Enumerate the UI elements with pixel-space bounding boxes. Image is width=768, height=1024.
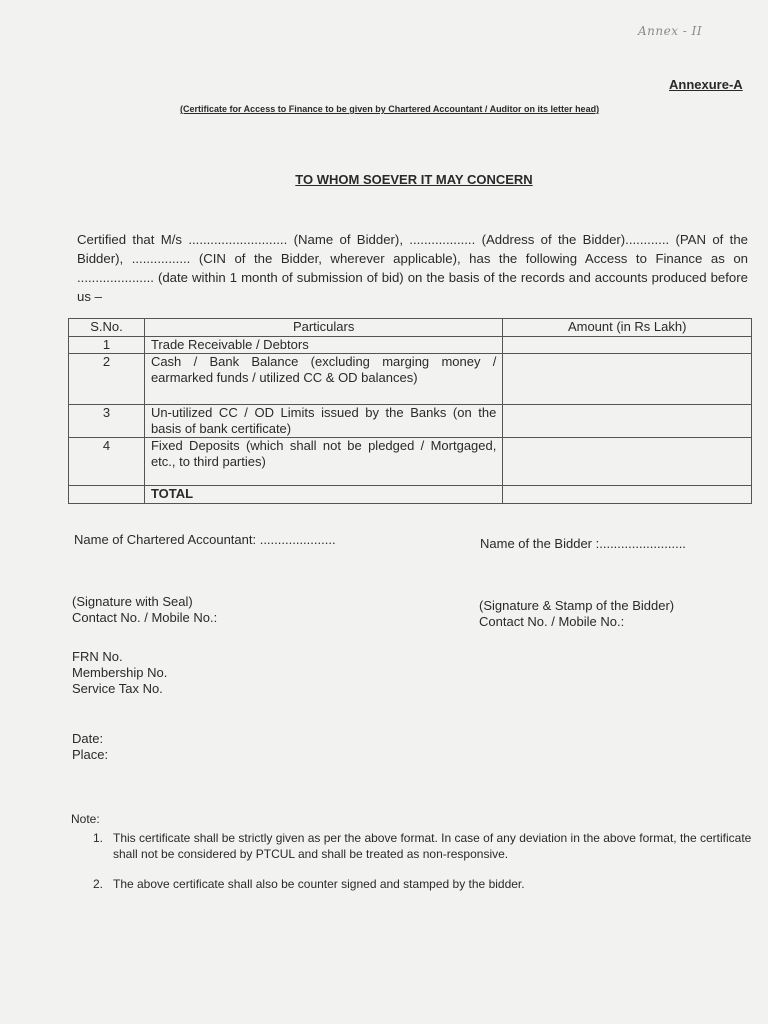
list-item (93, 876, 754, 892)
document-heading: TO WHOM SOEVER IT MAY CONCERN (295, 172, 533, 187)
row-amount (503, 354, 752, 405)
membership-label: Membership No. (72, 665, 168, 680)
notes-list (93, 830, 754, 906)
total-sno-cell (69, 486, 145, 504)
note-number: 1. (93, 831, 104, 845)
header-sno: S.No. (69, 319, 145, 337)
date-place-block (72, 731, 108, 763)
certificate-subtitle: (Certificate for Access to Finance to be given by Chartered Accountant / Auditor on its letter head) (180, 104, 600, 114)
ca-signature-label: (Signature with Seal) (72, 594, 193, 609)
row-sno: 1 (69, 337, 145, 354)
row-sno: 2 (69, 354, 145, 405)
row-amount (503, 337, 752, 354)
row-amount (503, 405, 752, 438)
table-row (69, 405, 752, 438)
row-particulars: Trade Receivable / Debtors (144, 337, 502, 354)
table-row (69, 354, 752, 405)
row-particulars: Cash / Bank Balance (excluding marging money / earmarked funds / utilized CC & OD balances) (144, 354, 502, 405)
table-row (69, 337, 752, 354)
bidder-name: Name of the Bidder :........................ (480, 536, 686, 551)
date-label: Date: (72, 731, 104, 746)
annexure-title: Annexure-A (669, 77, 743, 92)
frn-label: FRN No. (72, 649, 123, 664)
access-to-finance-table (68, 318, 752, 504)
row-particulars: Un-utilized CC / OD Limits issued by the Banks (on the basis of bank certificate) (144, 405, 502, 438)
total-amount (503, 486, 752, 504)
bidder-signature-block (479, 598, 674, 630)
ca-registration-block (72, 649, 167, 697)
ca-signature-block (72, 594, 217, 626)
header-amount: Amount (in Rs Lakh) (503, 319, 752, 337)
note-text: The above certificate shall also be counter signed and stamped by the bidder. (113, 877, 525, 891)
row-sno: 4 (69, 438, 145, 486)
bidder-contact-label: Contact No. / Mobile No.: (479, 614, 625, 629)
handwritten-annex-note: Annex - II (638, 24, 703, 38)
row-amount (503, 438, 752, 486)
place-label: Place: (72, 747, 109, 762)
row-particulars: Fixed Deposits (which shall not be pledged / Mortgaged, etc., to third parties) (144, 438, 502, 486)
note-title: Note: (71, 812, 100, 826)
chartered-accountant-name: Name of Chartered Accountant: ..................... (74, 532, 336, 547)
table-total-row (69, 486, 752, 504)
table-row (69, 438, 752, 486)
table-header-row (69, 319, 752, 337)
note-number: 2. (93, 877, 104, 891)
note-text: This certificate shall be strictly given as per the above format. In case of any deviation in the above format, the certificate shall not be considered by PTCUL and shall be treated as non-responsive. (113, 831, 752, 861)
ca-contact-label: Contact No. / Mobile No.: (72, 610, 218, 625)
header-particulars: Particulars (144, 319, 502, 337)
row-sno: 3 (69, 405, 145, 438)
total-label: TOTAL (144, 486, 502, 504)
list-item (93, 830, 754, 862)
bidder-signature-label: (Signature & Stamp of the Bidder) (479, 598, 675, 613)
service-tax-label: Service Tax No. (72, 681, 163, 696)
certification-paragraph: Certified that M/s ........................... (Name of Bidder), .................. (Address of the Bidder)............ (PAN of the Bidder), ................ (CIN of the Bidder, wherever applicable), has the following Access to Finance as on ..................... (date within 1 month of submission of bid) on the basis of the records and accounts produced before us – (77, 232, 748, 304)
